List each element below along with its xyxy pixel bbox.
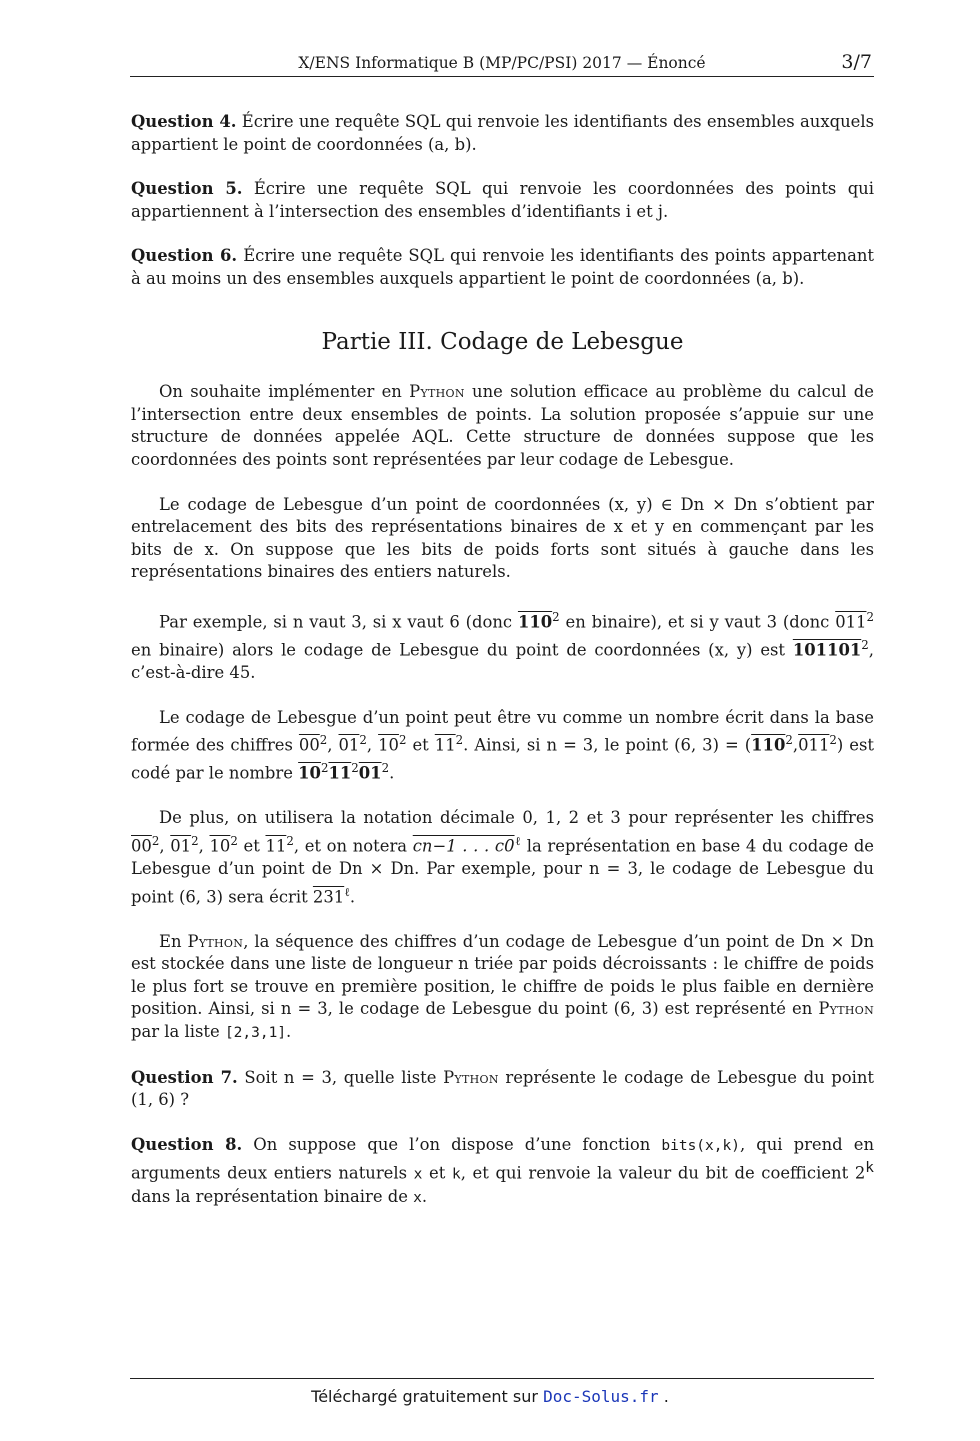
code: bits(x,k)	[661, 1137, 740, 1154]
question-label: Question 4.	[131, 112, 237, 131]
binary-number: 110	[517, 612, 553, 632]
text: par la liste	[131, 1022, 225, 1042]
question-label: Question 6.	[131, 246, 238, 266]
question-text: Écrire une requête SQL qui renvoie les identifiants des points appartenant à au moins un des ensembles auxquels appartient le point de coordonnées (a, b).	[131, 246, 874, 288]
text: une solution efficace au problème du calcul de l’intersection entre deux ensembles de points. La solution proposée s’appuie sur une structure de données appelée AQL. Cette structure de données suppose que les coordonnées des points sont représentées par leur codage de Lebesgue.	[131, 382, 874, 469]
digit: 00	[298, 735, 320, 755]
base4-number: 231	[312, 887, 345, 907]
superscript: k	[865, 1160, 874, 1177]
text: la représentation en base 4 du codage de Lebesgue d’un point de Dn × Dn. Par exemple, pour n = 3, le codage de Lebesgue du point (6, 3) sera écrit	[131, 836, 875, 907]
question-label: Question 7.	[131, 1067, 238, 1087]
digit: 01	[170, 836, 192, 856]
digit: 10	[378, 735, 399, 755]
python-name: Python	[187, 931, 244, 951]
digit: 10	[209, 836, 231, 856]
binary-number: 101101	[792, 640, 862, 660]
text: En	[159, 931, 188, 951]
code: [2,3,1]	[224, 1025, 287, 1042]
page-number: 3/7	[841, 51, 872, 73]
digit: 01	[338, 735, 360, 755]
section-title: Partie III. Codage de Lebesgue	[321, 328, 684, 355]
text: , c’est-à-dire 45.	[131, 640, 874, 683]
text: Par exemple, si n vaut 3, si x vaut 6 (donc	[159, 612, 518, 632]
footer-divider	[130, 1378, 874, 1379]
text: On souhaite implémenter en	[159, 382, 410, 402]
digit: 11	[434, 735, 456, 755]
paragraph-6	[131, 931, 874, 1045]
python-name: Python	[443, 1067, 499, 1087]
python-name: Python	[409, 382, 465, 402]
text: , et qui renvoie la valeur du bit de coefficient 2	[460, 1163, 866, 1183]
text: ) est codé par le nombre	[131, 735, 875, 783]
binary-number: 011	[798, 735, 830, 755]
notation: cn−1 . . . c0	[412, 836, 515, 856]
digit: 11	[265, 836, 287, 856]
footer-end: .	[658, 1387, 669, 1406]
header-title: X/ENS Informatique B (MP/PC/PSI) 2017 — Énoncé	[298, 54, 706, 72]
footer-text: Téléchargé gratuitement sur	[311, 1387, 544, 1406]
paragraph-4: Le codage de Lebesgue d’un point peut être vu comme un nombre écrit dans la base formée des chiffres $00^2$, $01^2$, $10^2$ et $11^2$. Ainsi, si n = 3, le point (6, $3) = (110^2,011^2)$ est codé par le nombre $10^211^201^2$.	[131, 707, 875, 783]
code: x	[413, 1190, 422, 1207]
question-text: Écrire une requête SQL qui renvoie les identifiants des ensembles auxquels appartient le point de coordonnées (a, b).	[131, 112, 874, 154]
text: Soit n = 3, quelle liste	[244, 1067, 444, 1087]
binary-number: 110	[751, 735, 786, 755]
text: dans la représentation binaire de	[131, 1187, 414, 1207]
paragraph-3: Par exemple, si n vaut 3, si x vaut 6 (donc $110^2$ en binaire), et si y vaut 3 (donc $011^2$ en binaire) alors le codage de Lebesgue du point de coordonnées (x, y) est 101101$^2$, c’est-à-dire 45.	[131, 609, 874, 683]
digit: 01	[358, 763, 382, 783]
text: , et on notera	[293, 836, 413, 856]
question-5	[131, 178, 874, 223]
text: représente le codage de Lebesgue du point (1, 6) ?	[131, 1067, 874, 1110]
digit: 00	[131, 836, 152, 856]
question-label: Question 5.	[131, 179, 243, 199]
page-footer	[0, 1387, 980, 1406]
text: .	[421, 1187, 428, 1207]
paragraph-1	[131, 381, 874, 471]
text: De plus, on utilisera la notation décimale 0, 1, 2 et 3 pour représenter les chiffres	[159, 808, 874, 828]
paragraph-5: De plus, on utilisera la notation décimale 0, 1, 2 et 3 pour représenter les chiffres $00^2$, $01^2$, $10^2$ et $11^2$, et on notera cn−1 . . . $c0^\ell$ la représentation en base 4 du codage de Lebesgue d’un point de Dn × Dn. Par exemple, pour n = 3, le codage de Lebesgue du point (6, 3) sera écrit $231^\ell$.	[131, 808, 875, 907]
text: en binaire), et si y vaut 3 (donc	[559, 612, 836, 632]
text: en binaire) alors le codage de Lebesgue du point de coordonnées (x, y) est	[131, 640, 793, 660]
footer-link[interactable]: Doc-Solus.fr	[543, 1387, 659, 1406]
text: , qui prend en arguments deux entiers naturels	[131, 1134, 874, 1183]
binary-number: 011	[835, 612, 867, 632]
code: k	[451, 1166, 461, 1183]
text: , la séquence des chiffres d’un codage de Lebesgue d’un point de Dn × Dn est stockée dans une liste de longueur n triée par poids décroissants : le chiffre de poids le plus fort se trouve en première position, le chiffre de poids le plus faible en dernière position. Ainsi, si n = 3, le codage de Lebesgue du point (6, 3) est représenté en	[131, 931, 875, 1019]
question-8	[131, 1134, 874, 1210]
question-7	[131, 1067, 874, 1112]
question-4	[131, 111, 874, 156]
page-header	[130, 51, 874, 77]
text: Le codage de Lebesgue d’un point peut être vu comme un nombre écrit dans la base formée des chiffres	[131, 707, 874, 755]
text: . Ainsi, si n = 3, le point (6, 3) = (	[463, 735, 752, 755]
document-body	[131, 111, 874, 1232]
digit: 10	[298, 763, 321, 783]
question-6	[131, 245, 874, 290]
digit: 11	[328, 763, 352, 783]
text: .	[286, 1022, 292, 1042]
python-name: Python	[818, 999, 874, 1019]
code: x	[413, 1166, 423, 1183]
text: On suppose que l’on dispose d’une fonction	[253, 1134, 662, 1154]
text: et	[422, 1163, 452, 1183]
paragraph-2: Le codage de Lebesgue d’un point de coordonnées (x, y) ∈ Dn × Dn s’obtient par entrelacement des bits des représentations binaires de x et y en commençant par les bits de x. On suppose que les bits de poids forts sont situés à gauche dans les représentations binaires des entiers naturels.	[131, 494, 874, 582]
question-label: Question 8.	[131, 1134, 243, 1154]
question-text: Écrire une requête SQL qui renvoie les coordonnées des points qui appartiennent à l’intersection des ensembles d’identifiants i et j.	[131, 179, 874, 221]
